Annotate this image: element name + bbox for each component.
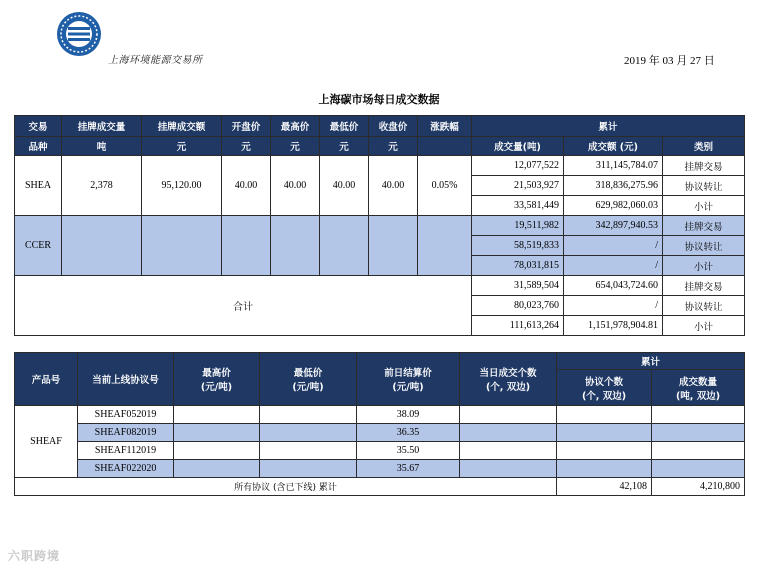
cum-volume-cell: 78,031,815 — [472, 256, 564, 276]
total-count-cell: 42,108 — [557, 478, 652, 496]
high-cell — [174, 406, 260, 424]
cum-amount-cell: 629,982,060.03 — [564, 196, 663, 216]
exchange-logo — [55, 10, 103, 58]
watermark: 六职跨境 — [8, 549, 61, 563]
product-code-cell: SHEAF — [15, 406, 78, 478]
agreement-code-cell: SHEAF082019 — [78, 424, 174, 442]
cum-type-cell: 小计 — [663, 316, 745, 336]
empty-cell — [142, 216, 222, 276]
header-agreement-code: 当前上线协议号 — [78, 353, 174, 406]
cum-amount-cell: 1,151,978,904.81 — [564, 316, 663, 336]
empty-cell — [418, 216, 472, 276]
header-close: 收盘价 — [369, 116, 418, 137]
cum-volume-cell: 33,581,449 — [472, 196, 564, 216]
cum-type-cell: 挂牌交易 — [663, 216, 745, 236]
header-cum-volume-line1: 成交数量 — [679, 376, 718, 388]
table-row — [15, 276, 745, 296]
empty-cell — [62, 216, 142, 276]
header-cum-count-line2: (个, 双边) — [581, 390, 627, 402]
low-cell — [260, 460, 357, 478]
settle-cell: 38.09 — [357, 406, 460, 424]
cum-volume-cell — [652, 460, 745, 478]
header-high — [174, 353, 260, 406]
report-date: 2019 年 03 月 27 日 — [624, 55, 715, 67]
header-product-line2: 品种 — [15, 137, 62, 156]
header-cum-amount: 成交额 (元) — [564, 137, 663, 156]
header-product-code: 产品号 — [15, 353, 78, 406]
table-row — [15, 216, 745, 236]
total-label-cell: 所有协议 (含已下线) 累计 — [15, 478, 557, 496]
cum-type-cell: 协议转让 — [663, 236, 745, 256]
header-cum-count — [557, 370, 652, 406]
header-listed-amount: 挂牌成交额 — [142, 116, 222, 137]
settle-cell: 36.35 — [357, 424, 460, 442]
header-high: 最高价 — [271, 116, 320, 137]
page-title: 上海碳市场每日成交数据 — [318, 93, 440, 106]
header-change: 涨跌幅 — [418, 116, 472, 137]
cum-volume-cell: 80,023,760 — [472, 296, 564, 316]
header-unit-yuan: 元 — [142, 137, 222, 156]
agreement-code-cell: SHEAF022020 — [78, 460, 174, 478]
cum-volume-cell: 21,503,927 — [472, 176, 564, 196]
table-row — [15, 156, 745, 176]
cum-type-cell: 协议转让 — [663, 176, 745, 196]
low-cell — [260, 442, 357, 460]
table-row — [15, 424, 745, 442]
cum-volume-cell: 58,519,833 — [472, 236, 564, 256]
header-low: 最低价 — [320, 116, 369, 137]
header-low-line2: (元/吨) — [292, 382, 324, 393]
cum-type-cell: 小计 — [663, 196, 745, 216]
empty-cell — [271, 216, 320, 276]
header-cum-volume-line2: (吨, 双边) — [675, 390, 721, 402]
cum-volume-cell: 111,613,264 — [472, 316, 564, 336]
close-cell: 40.00 — [369, 156, 418, 216]
cum-amount-cell: / — [564, 296, 663, 316]
header-cumulative: 累计 — [472, 116, 745, 137]
cum-volume-cell: 19,511,982 — [472, 216, 564, 236]
header-high-line1: 最高价 — [202, 368, 231, 379]
daily-trading-table — [14, 115, 745, 336]
agreement-table — [14, 352, 745, 496]
settle-cell: 35.67 — [357, 460, 460, 478]
listed-volume-cell: 2,378 — [62, 156, 142, 216]
empty-cell — [320, 216, 369, 276]
header-cumulative: 累计 — [557, 353, 745, 370]
cum-volume-cell — [652, 406, 745, 424]
agreement-code-cell: SHEAF052019 — [78, 406, 174, 424]
empty-cell — [222, 216, 271, 276]
cum-type-cell: 小计 — [663, 256, 745, 276]
header-cum-count-line1: 协议个数 — [584, 376, 623, 388]
header-unit-high: 元 — [271, 137, 320, 156]
cum-amount-cell: 311,145,784.07 — [564, 156, 663, 176]
cum-type-cell: 挂牌交易 — [663, 156, 745, 176]
header-high-line2: (元/吨) — [200, 382, 233, 393]
header-deals-line1: 当日成交个数 — [479, 368, 537, 379]
table-row — [15, 460, 745, 478]
product-cell: SHEA — [15, 156, 62, 216]
cum-amount-cell: / — [564, 256, 663, 276]
deals-cell — [460, 460, 557, 478]
header-low — [260, 353, 357, 406]
header-unit-change — [418, 137, 472, 156]
header-settle-line2: (元/吨) — [392, 382, 424, 393]
logo-text: 上海环境能源交易所 — [108, 55, 203, 66]
header-deals-line2: (个, 双边) — [485, 382, 531, 393]
header-cum-type: 类别 — [663, 137, 745, 156]
cum-amount-cell: 342,897,940.53 — [564, 216, 663, 236]
header-settle — [357, 353, 460, 406]
high-cell: 40.00 — [271, 156, 320, 216]
high-cell — [174, 460, 260, 478]
product-cell: CCER — [15, 216, 62, 276]
table-row — [15, 406, 745, 424]
cum-volume-cell: 12,077,522 — [472, 156, 564, 176]
header-low-line1: 最低价 — [293, 368, 323, 379]
cum-volume-cell — [652, 424, 745, 442]
cum-type-cell: 协议转让 — [663, 296, 745, 316]
cum-volume-cell: 31,589,504 — [472, 276, 564, 296]
total-row — [15, 478, 745, 496]
cum-type-cell: 挂牌交易 — [663, 276, 745, 296]
change-cell: 0.05% — [418, 156, 472, 216]
high-cell — [174, 424, 260, 442]
header-deals — [460, 353, 557, 406]
low-cell — [260, 424, 357, 442]
table-row — [15, 442, 745, 460]
high-cell — [174, 442, 260, 460]
cum-count-cell — [557, 424, 652, 442]
header-unit-ton: 吨 — [62, 137, 142, 156]
total-volume-cell: 4,210,800 — [652, 478, 745, 496]
logo-emblem-icon — [55, 10, 103, 58]
cum-volume-cell — [652, 442, 745, 460]
header-unit-open: 元 — [222, 137, 271, 156]
open-cell: 40.00 — [222, 156, 271, 216]
header-unit-low: 元 — [320, 137, 369, 156]
header-unit-close: 元 — [369, 137, 418, 156]
deals-cell — [460, 406, 557, 424]
cum-amount-cell: 654,043,724.60 — [564, 276, 663, 296]
listed-amount-cell: 95,120.00 — [142, 156, 222, 216]
empty-cell — [369, 216, 418, 276]
header-cum-volume: 成交量(吨) — [472, 137, 564, 156]
cum-count-cell — [557, 442, 652, 460]
cum-amount-cell: / — [564, 236, 663, 256]
header-product: 交易 — [15, 116, 62, 137]
cum-amount-cell: 318,836,275.96 — [564, 176, 663, 196]
cum-count-cell — [557, 406, 652, 424]
header-settle-line1: 前日结算价 — [384, 368, 432, 379]
cum-count-cell — [557, 460, 652, 478]
total-label-cell: 合计 — [15, 276, 472, 336]
low-cell: 40.00 — [320, 156, 369, 216]
settle-cell: 35.50 — [357, 442, 460, 460]
low-cell — [260, 406, 357, 424]
header-listed-volume: 挂牌成交量 — [62, 116, 142, 137]
deals-cell — [460, 442, 557, 460]
agreement-code-cell: SHEAF112019 — [78, 442, 174, 460]
header-cum-volume — [652, 370, 745, 406]
deals-cell — [460, 424, 557, 442]
header-open: 开盘价 — [222, 116, 271, 137]
